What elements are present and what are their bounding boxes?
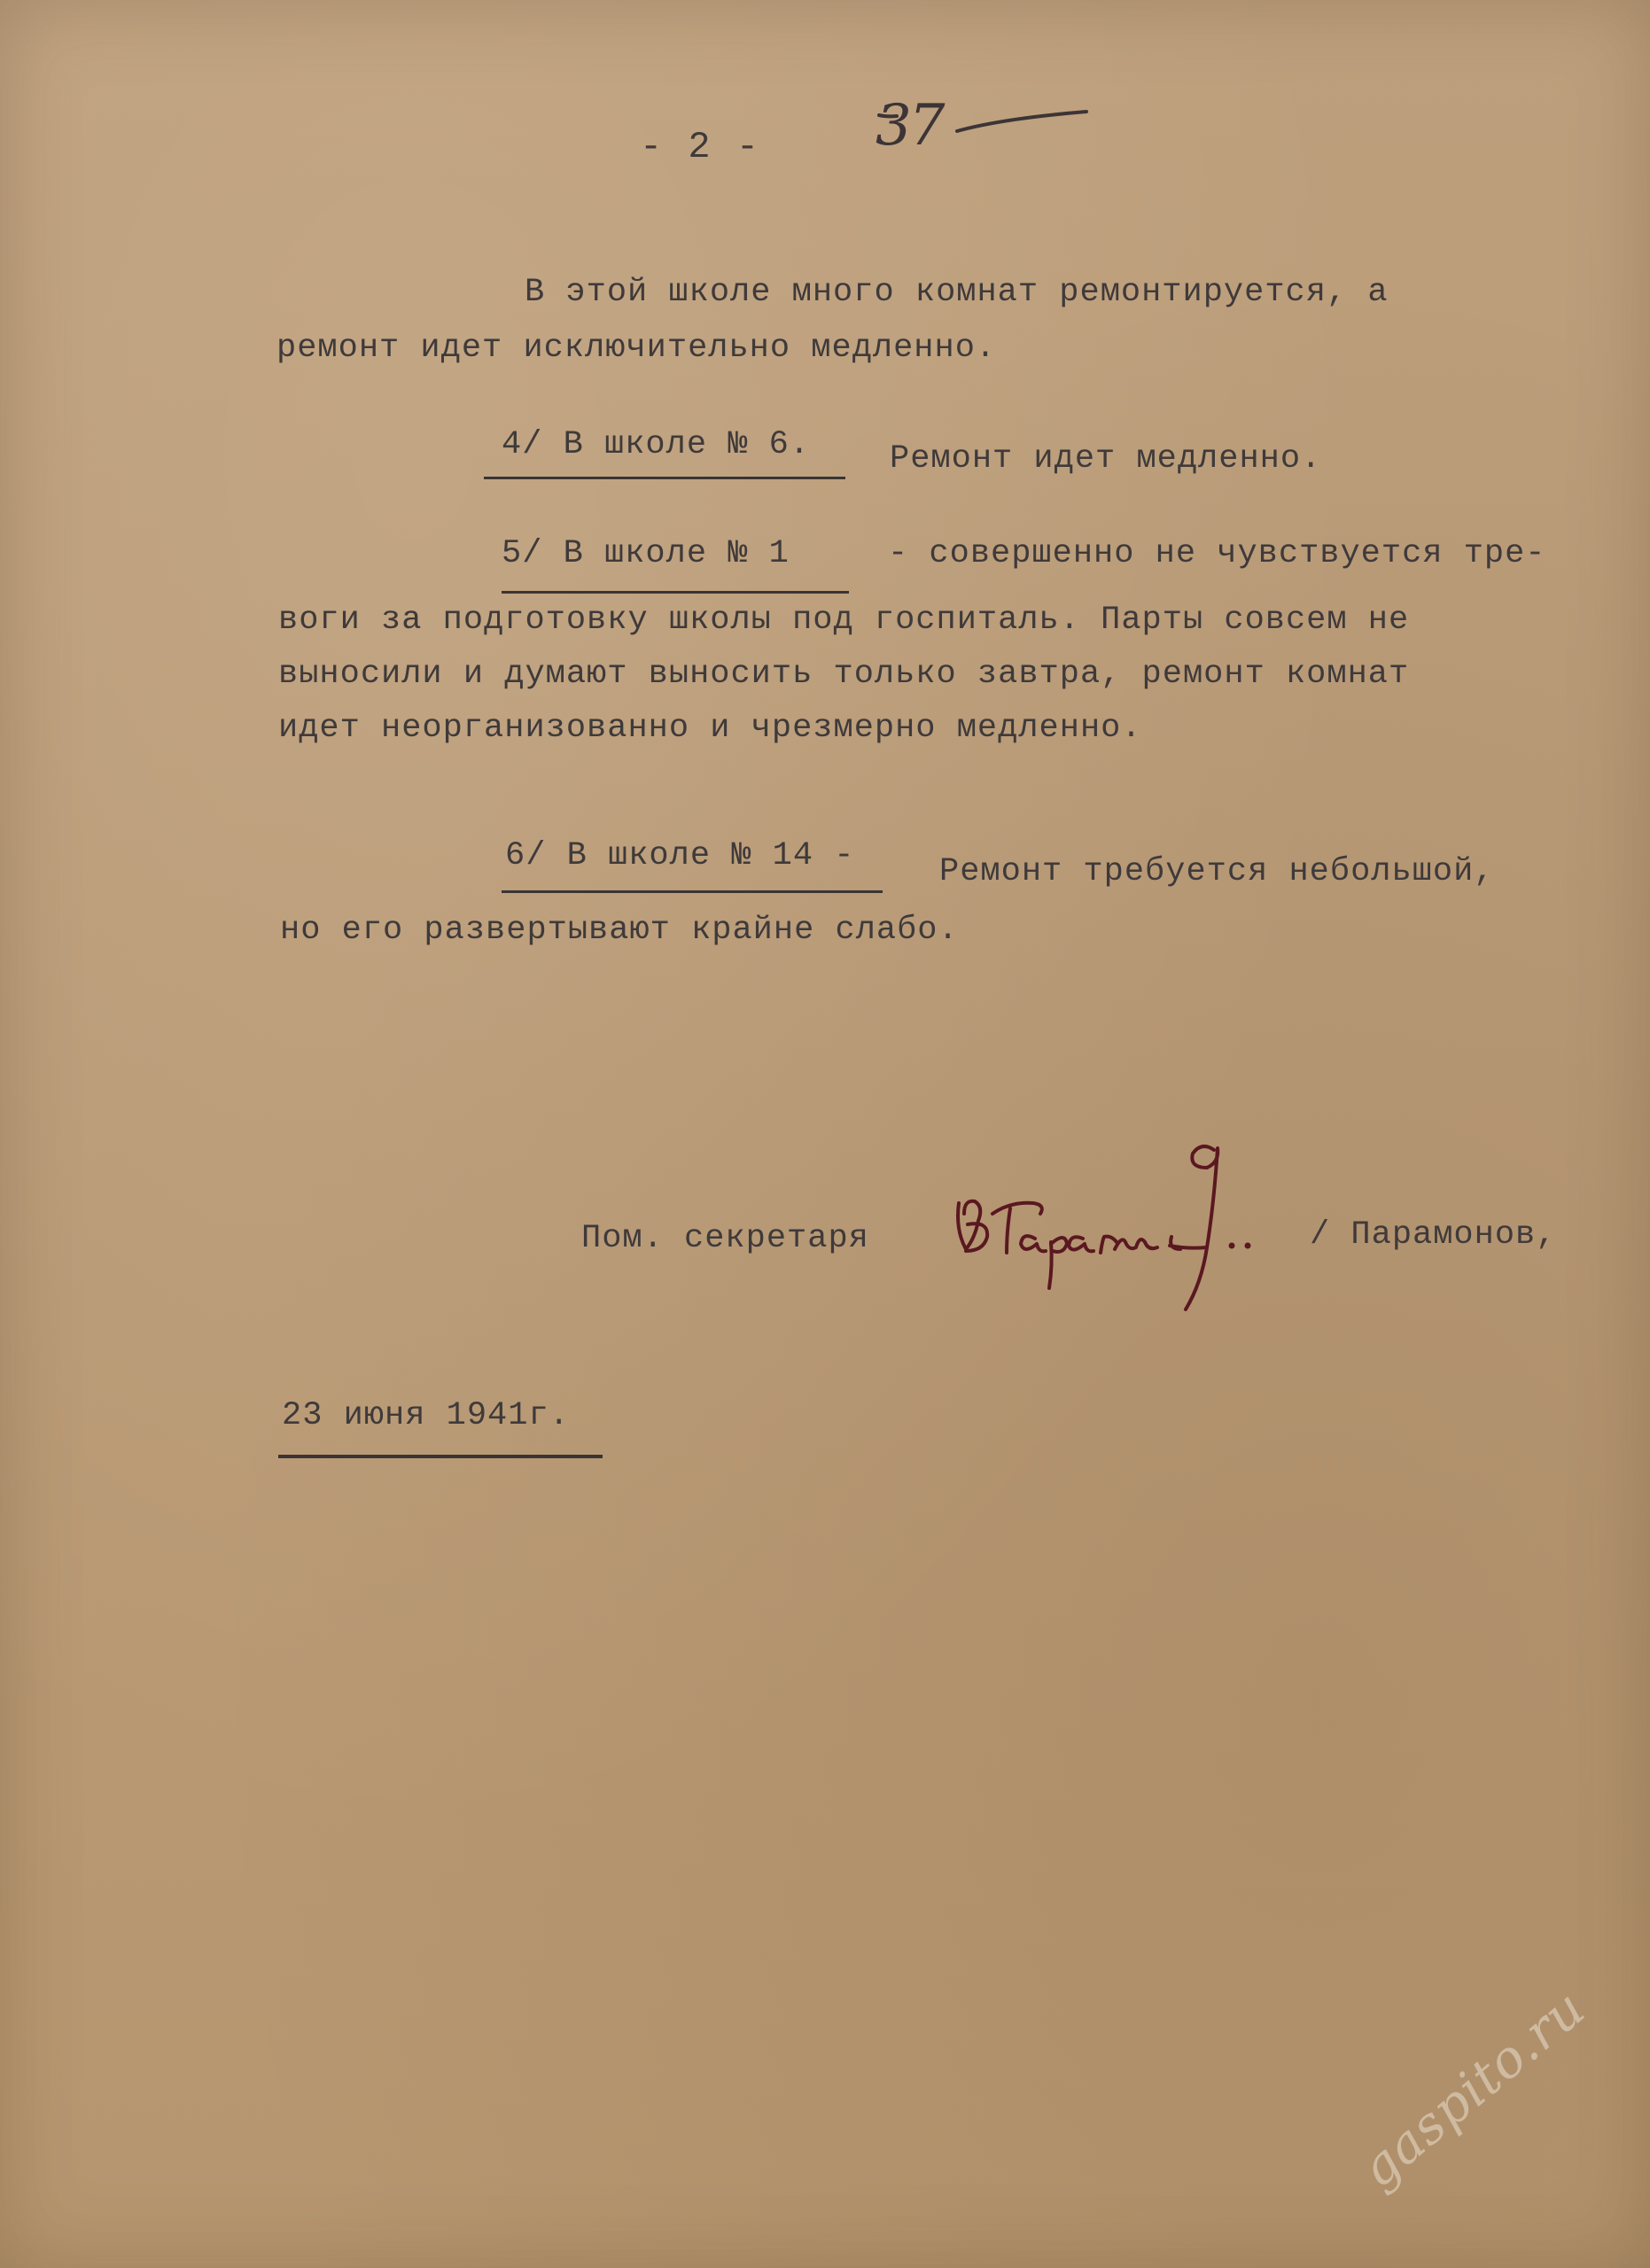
item-5-line-2: воги за подготовку школы под госпиталь. Парты совсем не	[278, 602, 1410, 639]
item-5-line-3: выносили и думают выносить только завтра, ремонт комнат	[278, 656, 1410, 693]
signatory-name: / Парамонов,	[1310, 1216, 1557, 1254]
paragraph-1-line-2: ремонт идет исключительно медленно.	[276, 330, 997, 367]
handwritten-signature	[948, 1132, 1267, 1327]
page-number: - 2 -	[640, 126, 761, 168]
item-5-underline	[502, 591, 849, 594]
item-5-line-4: идет неорганизованно и чрезмерно медленно.	[278, 710, 1142, 747]
date-underline	[278, 1455, 603, 1458]
item-6-text: Ремонт требуется небольшой,	[939, 853, 1495, 890]
folio-strike-mark	[877, 99, 1090, 152]
item-5-label: 5/ В школе № 1	[502, 535, 790, 572]
item-4-label: 4/ В школе № 6.	[502, 426, 811, 463]
item-4-underline	[484, 477, 845, 479]
item-5-text: - совершенно не чувствуется тре-	[888, 535, 1546, 572]
item-6-underline	[502, 890, 883, 893]
paragraph-1-line-1: В этой школе много комнат ремонтируется, а	[525, 274, 1389, 311]
signatory-role: Пом. секретаря	[581, 1220, 869, 1257]
folio-number: 37	[876, 93, 943, 159]
item-4-text: Ремонт идет медленно.	[890, 440, 1322, 478]
item-6-line-2: но его развертывают крайне слабо.	[280, 912, 959, 949]
watermark: gaspito.ru	[1349, 1977, 1597, 2200]
document-date: 23 июня 1941г.	[282, 1397, 570, 1434]
item-6-label: 6/ В школе № 14 -	[505, 837, 855, 874]
